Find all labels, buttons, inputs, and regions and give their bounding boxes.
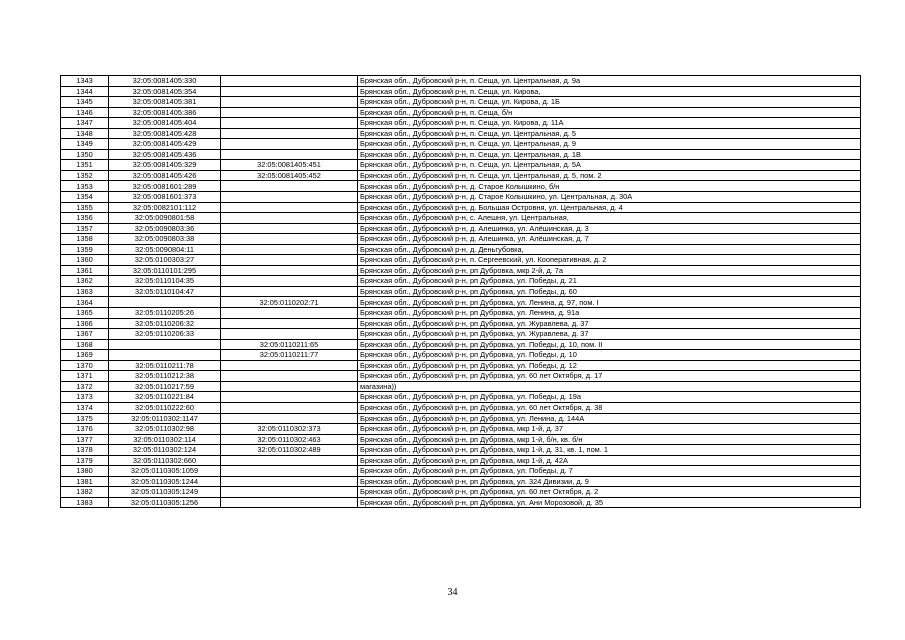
cadastral-number-cell: 32:05:0110211:78 <box>109 360 221 371</box>
cadastral-number-cell: 32:05:0110205:26 <box>109 308 221 319</box>
room-cadastral-number-cell <box>221 276 358 287</box>
row-number-cell: 1363 <box>61 286 109 297</box>
room-cadastral-number-cell <box>221 455 358 466</box>
table-row <box>61 276 861 287</box>
address-cell: Брянская обл., Дубровский р-н, рп Дубровка, ул. Победы, д. 21 <box>358 276 861 287</box>
address-cell: Брянская обл., Дубровский р-н, п. Сеща, ул. Кирова, д. 11А <box>358 118 861 129</box>
page-number: 34 <box>447 587 458 598</box>
room-cadastral-number-cell <box>221 139 358 150</box>
address-cell: Брянская обл., Дубровский р-н, рп Дубровка, ул. Победы, д. 12 <box>358 360 861 371</box>
table-row <box>61 181 861 192</box>
row-number-cell: 1370 <box>61 360 109 371</box>
address-cell: Брянская обл., Дубровский р-н, д. Старое Колышкино, ул. Центральная, д. 30А <box>358 192 861 203</box>
room-cadastral-number-cell <box>221 286 358 297</box>
row-number-cell: 1376 <box>61 424 109 435</box>
table-row <box>61 476 861 487</box>
row-number-cell: 1378 <box>61 445 109 456</box>
cadastral-number-cell: 32:05:0110302:98 <box>109 424 221 435</box>
address-cell: Брянская обл., Дубровский р-н, п. Сеща, ул. Центральная, д. 5 <box>358 128 861 139</box>
cadastral-number-cell: 32:05:0081405:330 <box>109 76 221 87</box>
address-cell: Брянская обл., Дубровский р-н, п. Сеща, б/н <box>358 107 861 118</box>
room-cadastral-number-cell <box>221 76 358 87</box>
table-row <box>61 497 861 508</box>
address-cell: Брянская обл., Дубровский р-н, рп Дубровка, мкр 2-й, д. 7а <box>358 265 861 276</box>
cadastral-number-cell: 32:05:0110222:60 <box>109 402 221 413</box>
room-cadastral-number-cell <box>221 244 358 255</box>
table-row <box>61 339 861 350</box>
row-number-cell: 1358 <box>61 234 109 245</box>
cadastral-number-cell: 32:05:0110305:1256 <box>109 497 221 508</box>
cadastral-number-cell: 32:05:0081405:329 <box>109 160 221 171</box>
table-row <box>61 118 861 129</box>
row-number-cell: 1350 <box>61 149 109 160</box>
cadastral-number-cell <box>109 350 221 361</box>
room-cadastral-number-cell <box>221 381 358 392</box>
room-cadastral-number-cell <box>221 487 358 498</box>
address-cell: Брянская обл., Дубровский р-н, рп Дубровка, ул. Победы, д. 10, пом. II <box>358 339 861 350</box>
table-row <box>61 308 861 319</box>
address-cell: Брянская обл., Дубровский р-н, д. Большая Островня, ул. Центральная, д. 4 <box>358 202 861 213</box>
address-cell: Брянская обл., Дубровский р-н, рп Дубровка, мкр 1-й, д. 37 <box>358 424 861 435</box>
room-cadastral-number-cell <box>221 213 358 224</box>
row-number-cell: 1369 <box>61 350 109 361</box>
address-cell: Брянская обл., Дубровский р-н, рп Дубровка, мкр 1-й, д. 42А <box>358 455 861 466</box>
table-row <box>61 97 861 108</box>
room-cadastral-number-cell: 32:05:0081405:451 <box>221 160 358 171</box>
table-row <box>61 402 861 413</box>
cadastral-number-cell: 32:05:0110104:35 <box>109 276 221 287</box>
row-number-cell: 1356 <box>61 213 109 224</box>
address-cell: Брянская обл., Дубровский р-н, д. Деньгубовка, <box>358 244 861 255</box>
address-cell: Брянская обл., Дубровский р-н, рп Дубровка, ул. 60 лет Октября, д. 2 <box>358 487 861 498</box>
room-cadastral-number-cell <box>221 118 358 129</box>
room-cadastral-number-cell: 32:05:0110302:373 <box>221 424 358 435</box>
room-cadastral-number-cell <box>221 497 358 508</box>
row-number-cell: 1345 <box>61 97 109 108</box>
address-cell: Брянская обл., Дубровский р-н, рп Дубровка, ул. Журавлева, д. 37 <box>358 329 861 340</box>
room-cadastral-number-cell: 32:05:0110211:77 <box>221 350 358 361</box>
address-cell: Брянская обл., Дубровский р-н, рп Дубровка, ул. 60 лет Октября, д. 38 <box>358 402 861 413</box>
cadastral-number-cell: 32:05:0081405:404 <box>109 118 221 129</box>
cadastral-number-cell: 32:05:0110206:32 <box>109 318 221 329</box>
room-cadastral-number-cell <box>221 402 358 413</box>
cadastral-number-cell: 32:05:0110302:1147 <box>109 413 221 424</box>
row-number-cell: 1368 <box>61 339 109 350</box>
address-cell: Брянская обл., Дубровский р-н, рп Дубровка, ул. Победы, д. 60 <box>358 286 861 297</box>
property-registry-table <box>60 75 861 508</box>
cadastral-number-cell: 32:05:0110305:1249 <box>109 487 221 498</box>
address-cell: Брянская обл., Дубровский р-н, п. Сеща, ул. Центральная, д. 5, пом. 2 <box>358 170 861 181</box>
cadastral-number-cell: 32:05:0081601:289 <box>109 181 221 192</box>
row-number-cell: 1362 <box>61 276 109 287</box>
cadastral-number-cell: 32:05:0090803:38 <box>109 234 221 245</box>
room-cadastral-number-cell <box>221 128 358 139</box>
row-number-cell: 1382 <box>61 487 109 498</box>
address-cell: Брянская обл., Дубровский р-н, с. Алешня, ул. Центральная, <box>358 213 861 224</box>
room-cadastral-number-cell <box>221 181 358 192</box>
cadastral-number-cell: 32:05:0081405:386 <box>109 107 221 118</box>
table-row <box>61 265 861 276</box>
room-cadastral-number-cell <box>221 318 358 329</box>
table-row <box>61 244 861 255</box>
address-cell: Брянская обл., Дубровский р-н, рп Дубровка, ул. Журавлева, д. 37 <box>358 318 861 329</box>
address-cell: Брянская обл., Дубровский р-н, п. Сеща, ул. Кирова, д. 1Б <box>358 97 861 108</box>
row-number-cell: 1383 <box>61 497 109 508</box>
address-cell: Брянская обл., Дубровский р-н, п. Сеща, ул. Центральная, д. 9 <box>358 139 861 150</box>
room-cadastral-number-cell: 32:05:0110202:71 <box>221 297 358 308</box>
table-row <box>61 128 861 139</box>
address-cell: Брянская обл., Дубровский р-н, рп Дубровка, ул. Ленина, д. 144А <box>358 413 861 424</box>
address-cell: Брянская обл., Дубровский р-н, д. Алешинка, ул. Алёшинская, д. 3 <box>358 223 861 234</box>
address-cell: магазина)) <box>358 381 861 392</box>
room-cadastral-number-cell <box>221 202 358 213</box>
row-number-cell: 1364 <box>61 297 109 308</box>
room-cadastral-number-cell <box>221 360 358 371</box>
table-row <box>61 381 861 392</box>
table-row <box>61 360 861 371</box>
table-row <box>61 223 861 234</box>
row-number-cell: 1367 <box>61 329 109 340</box>
address-cell: Брянская обл., Дубровский р-н, рп Дубровка, ул. Победы, д. 10 <box>358 350 861 361</box>
cadastral-number-cell: 32:05:0081405:354 <box>109 86 221 97</box>
address-cell: Брянская обл., Дубровский р-н, п. Сеща, ул. Центральная, д. 5А <box>358 160 861 171</box>
address-cell: Брянская обл., Дубровский р-н, рп Дубровка, ул. 60 лет Октября, д. 17 <box>358 371 861 382</box>
cadastral-number-cell: 32:05:0110101:295 <box>109 265 221 276</box>
row-number-cell: 1371 <box>61 371 109 382</box>
cadastral-number-cell: 32:05:0081405:428 <box>109 128 221 139</box>
room-cadastral-number-cell <box>221 192 358 203</box>
room-cadastral-number-cell <box>221 308 358 319</box>
row-number-cell: 1346 <box>61 107 109 118</box>
room-cadastral-number-cell <box>221 86 358 97</box>
address-cell: Брянская обл., Дубровский р-н, д. Старое Колышкино, б/н <box>358 181 861 192</box>
table-row <box>61 318 861 329</box>
room-cadastral-number-cell <box>221 97 358 108</box>
table-row <box>61 234 861 245</box>
address-cell: Брянская обл., Дубровский р-н, д. Алешинка, ул. Алёшинская, д. 7 <box>358 234 861 245</box>
row-number-cell: 1379 <box>61 455 109 466</box>
table-row <box>61 192 861 203</box>
cadastral-number-cell: 32:05:0110206:33 <box>109 329 221 340</box>
row-number-cell: 1375 <box>61 413 109 424</box>
cadastral-number-cell: 32:05:0090804:11 <box>109 244 221 255</box>
cadastral-number-cell: 32:05:0081405:429 <box>109 139 221 150</box>
room-cadastral-number-cell <box>221 234 358 245</box>
room-cadastral-number-cell: 32:05:0110302:463 <box>221 434 358 445</box>
table-row <box>61 297 861 308</box>
table-row <box>61 413 861 424</box>
cadastral-number-cell: 32:05:0082101:112 <box>109 202 221 213</box>
cadastral-number-cell <box>109 339 221 350</box>
table-row <box>61 371 861 382</box>
row-number-cell: 1344 <box>61 86 109 97</box>
row-number-cell: 1347 <box>61 118 109 129</box>
table-row <box>61 160 861 171</box>
row-number-cell: 1348 <box>61 128 109 139</box>
row-number-cell: 1359 <box>61 244 109 255</box>
row-number-cell: 1354 <box>61 192 109 203</box>
address-cell: Брянская обл., Дубровский р-н, рп Дубровка, ул. Ани Морозовой, д. 35 <box>358 497 861 508</box>
table-row <box>61 286 861 297</box>
room-cadastral-number-cell <box>221 466 358 477</box>
row-number-cell: 1353 <box>61 181 109 192</box>
row-number-cell: 1372 <box>61 381 109 392</box>
cadastral-number-cell: 32:05:0100303:27 <box>109 255 221 266</box>
room-cadastral-number-cell <box>221 265 358 276</box>
table-row <box>61 434 861 445</box>
address-cell: Брянская обл., Дубровский р-н, п. Сергеевский, ул. Кооперативная, д. 2 <box>358 255 861 266</box>
room-cadastral-number-cell <box>221 392 358 403</box>
cadastral-number-cell: 32:05:0081405:426 <box>109 170 221 181</box>
row-number-cell: 1361 <box>61 265 109 276</box>
cadastral-number-cell: 32:05:0110104:47 <box>109 286 221 297</box>
table-row <box>61 392 861 403</box>
table-row <box>61 487 861 498</box>
table-row <box>61 445 861 456</box>
address-cell: Брянская обл., Дубровский р-н, рп Дубровка, ул. Ленина, д. 97, пом. I <box>358 297 861 308</box>
room-cadastral-number-cell <box>221 413 358 424</box>
address-cell: Брянская обл., Дубровский р-н, рп Дубровка, мкр 1-й, д. 31, кв. 1, пом. 1 <box>358 445 861 456</box>
address-cell: Брянская обл., Дубровский р-н, п. Сеща, ул. Центральная, д. 1В <box>358 149 861 160</box>
room-cadastral-number-cell: 32:05:0081405:452 <box>221 170 358 181</box>
row-number-cell: 1366 <box>61 318 109 329</box>
row-number-cell: 1355 <box>61 202 109 213</box>
cadastral-number-cell: 32:05:0081405:381 <box>109 97 221 108</box>
address-cell: Брянская обл., Дубровский р-н, рп Дубровка, ул. Победы, д. 19а <box>358 392 861 403</box>
room-cadastral-number-cell <box>221 371 358 382</box>
room-cadastral-number-cell <box>221 255 358 266</box>
cadastral-number-cell: 32:05:0110302:660 <box>109 455 221 466</box>
row-number-cell: 1381 <box>61 476 109 487</box>
table-row <box>61 76 861 87</box>
cadastral-number-cell: 32:05:0090803:36 <box>109 223 221 234</box>
row-number-cell: 1360 <box>61 255 109 266</box>
room-cadastral-number-cell <box>221 149 358 160</box>
row-number-cell: 1357 <box>61 223 109 234</box>
cadastral-number-cell: 32:05:0110302:114 <box>109 434 221 445</box>
table-row <box>61 255 861 266</box>
row-number-cell: 1343 <box>61 76 109 87</box>
cadastral-number-cell: 32:05:0081405:436 <box>109 149 221 160</box>
row-number-cell: 1349 <box>61 139 109 150</box>
address-cell: Брянская обл., Дубровский р-н, п. Сеща, ул. Центральная, д. 9а <box>358 76 861 87</box>
row-number-cell: 1373 <box>61 392 109 403</box>
table-row <box>61 424 861 435</box>
cadastral-number-cell: 32:05:0090801:58 <box>109 213 221 224</box>
table-row <box>61 329 861 340</box>
table-row <box>61 149 861 160</box>
table-row <box>61 466 861 477</box>
room-cadastral-number-cell <box>221 329 358 340</box>
table-row <box>61 86 861 97</box>
address-cell: Брянская обл., Дубровский р-н, рп Дубровка, ул. Победы, д. 7 <box>358 466 861 477</box>
room-cadastral-number-cell <box>221 107 358 118</box>
address-cell: Брянская обл., Дубровский р-н, рп Дубровка, ул. Ленина, д. 91а <box>358 308 861 319</box>
cadastral-number-cell: 32:05:0110305:1059 <box>109 466 221 477</box>
cadastral-number-cell: 32:05:0110217:59 <box>109 381 221 392</box>
room-cadastral-number-cell: 32:05:0110211:65 <box>221 339 358 350</box>
cadastral-number-cell: 32:05:0110302:124 <box>109 445 221 456</box>
row-number-cell: 1352 <box>61 170 109 181</box>
table-row <box>61 213 861 224</box>
table-row <box>61 170 861 181</box>
room-cadastral-number-cell <box>221 223 358 234</box>
cadastral-number-cell <box>109 297 221 308</box>
table-row <box>61 202 861 213</box>
cadastral-number-cell: 32:05:0110212:38 <box>109 371 221 382</box>
table-body <box>61 76 861 508</box>
cadastral-number-cell: 32:05:0081601:373 <box>109 192 221 203</box>
row-number-cell: 1380 <box>61 466 109 477</box>
row-number-cell: 1374 <box>61 402 109 413</box>
table-row <box>61 107 861 118</box>
room-cadastral-number-cell: 32:05:0110302:489 <box>221 445 358 456</box>
row-number-cell: 1351 <box>61 160 109 171</box>
table-row <box>61 350 861 361</box>
cadastral-number-cell: 32:05:0110305:1244 <box>109 476 221 487</box>
row-number-cell: 1377 <box>61 434 109 445</box>
cadastral-number-cell: 32:05:0110221:84 <box>109 392 221 403</box>
address-cell: Брянская обл., Дубровский р-н, п. Сеща, ул. Кирова, <box>358 86 861 97</box>
room-cadastral-number-cell <box>221 476 358 487</box>
row-number-cell: 1365 <box>61 308 109 319</box>
table-row <box>61 139 861 150</box>
table-row <box>61 455 861 466</box>
address-cell: Брянская обл., Дубровский р-н, рп Дубровка, мкр 1-й, б/н, кв. б/н <box>358 434 861 445</box>
address-cell: Брянская обл., Дубровский р-н, рп Дубровка, ул. 324 Дивизии, д. 9 <box>358 476 861 487</box>
